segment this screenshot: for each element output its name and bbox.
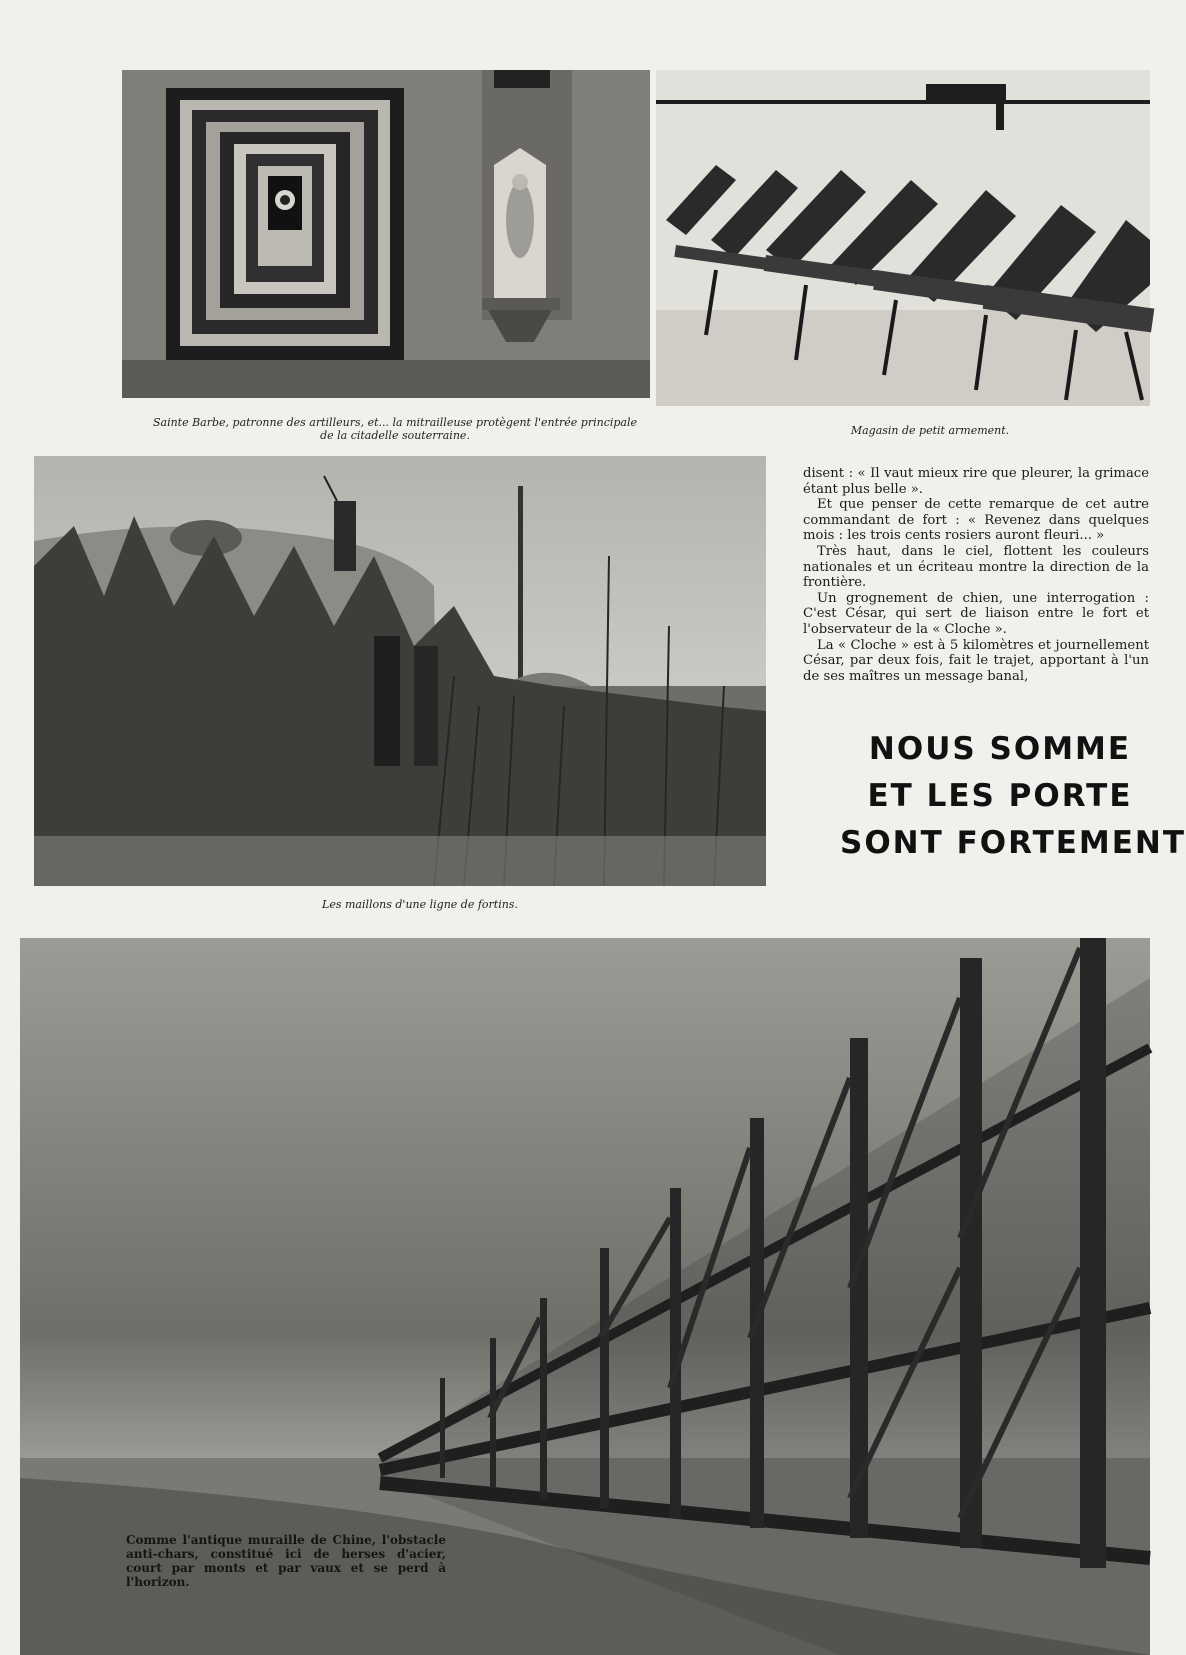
photo-ligne-fortins — [34, 456, 766, 886]
caption-maillons: Les maillons d'une ligne de fortins. — [322, 898, 518, 911]
article-column — [803, 466, 1149, 684]
article-paragraph: Un grognement de chien, une interrogation : C'est César, qui sert de liaison entre le fort et l'observateur de la « Cloche ». — [803, 590, 1149, 637]
article-paragraph: La « Cloche » est à 5 kilomètres et journellement César, par deux fois, fait le trajet, apportant à l'un de ses maîtres un message banal, — [803, 637, 1149, 684]
caption-sainte-barbe: Sainte Barbe, patronne des artilleurs, et... la mitrailleuse protègent l'entrée principale de la citadelle souterraine. — [152, 416, 638, 442]
article-paragraph: disent : « Il vaut mieux rire que pleurer, la grimace étant plus belle ». — [803, 466, 1149, 497]
photo-sainte-barbe — [122, 70, 650, 398]
caption-magasin: Magasin de petit armement. — [850, 424, 1010, 437]
photo-magasin-armement — [656, 70, 1150, 406]
article-paragraph: Très haut, dans le ciel, flottent les couleurs nationales et un écriteau montre la direction de la frontière. — [803, 543, 1149, 591]
article-paragraph: Et que penser de cette remarque de cet autre commandant de fort : « Revenez dans quelques mois : les trois cents rosiers auront fleuri... » — [803, 497, 1149, 544]
headline-line: ET LES PORTE — [867, 778, 1133, 814]
headline-line: NOUS SOMME — [868, 731, 1132, 767]
headline — [840, 726, 1186, 867]
caption-muraille: Comme l'antique muraille de Chine, l'obstacle anti-chars, constitué ici de herses d'acier, court par monts et par vaux et se perd à l'horizon. — [126, 1533, 446, 1589]
headline-line: SONT FORTEMENT — [840, 825, 1186, 861]
